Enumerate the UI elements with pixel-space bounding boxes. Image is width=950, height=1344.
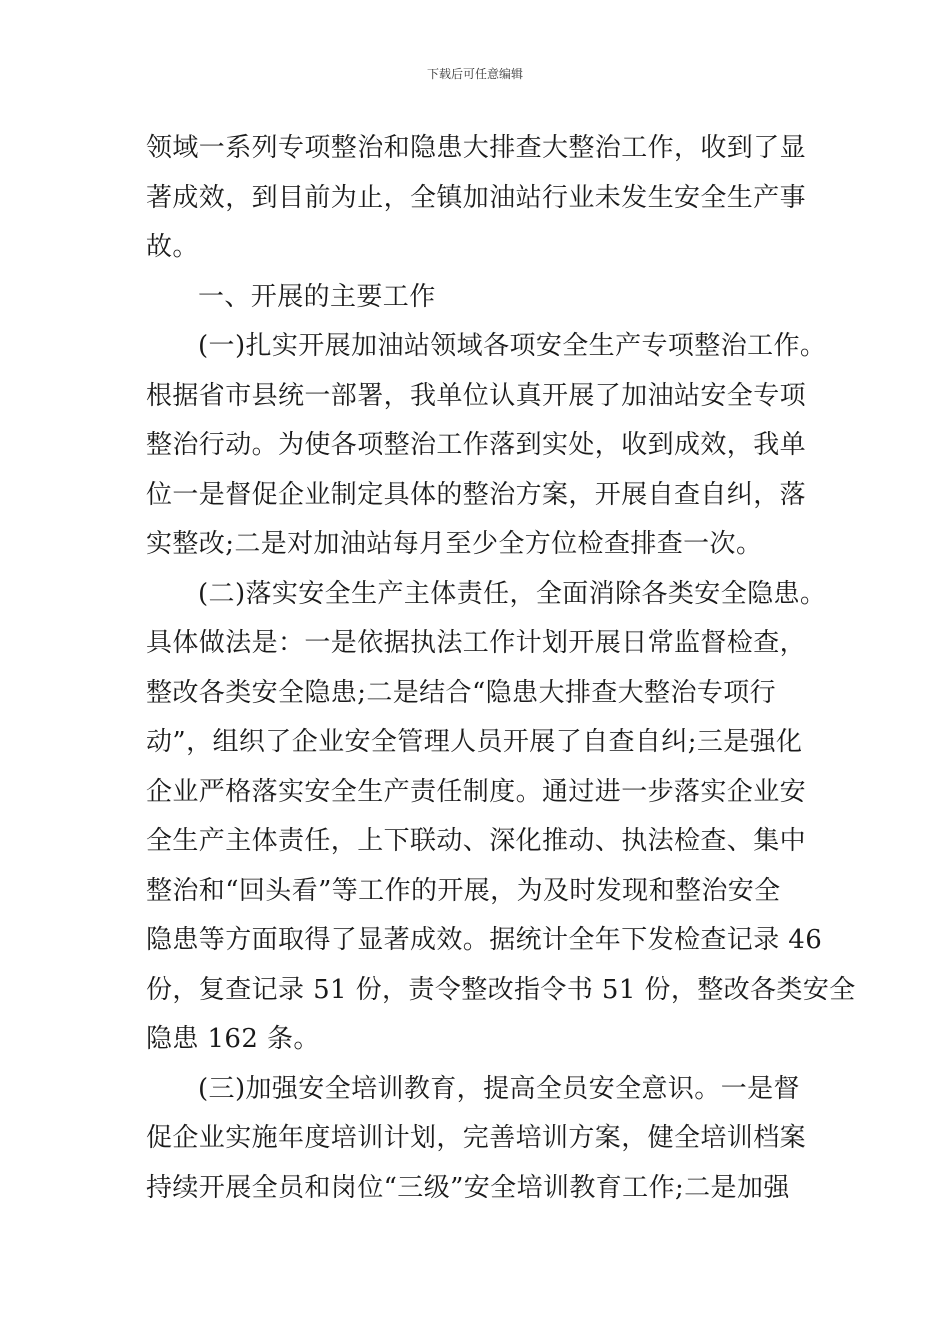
page-header: 下载后可任意编辑 <box>426 67 523 81</box>
text-line: 整改各类安全隐患;二是结合“隐患大排查大整治专项行 <box>146 677 777 708</box>
text-line: 全生产主体责任，上下联动、深化推动、执法检查、集中 <box>146 826 807 856</box>
text-line: 促企业实施年度培训计划，完善培训方案，健全培训档案 <box>146 1123 807 1153</box>
text-line: 整治行动。为使各项整治工作落到实处，收到成效，我单 <box>146 430 807 460</box>
text-line: (一)扎实开展加油站领域各项安全生产专项整治工作。 <box>198 331 827 361</box>
text-line: 实整改;二是对加油站每月至少全方位检查排查一次。 <box>146 529 763 559</box>
document-body <box>146 124 856 1213</box>
text-line: 领域一系列专项整治和隐患大排查大整治工作，收到了显 <box>146 133 807 163</box>
text-line: 故。 <box>146 232 199 262</box>
text-line: 一、开展的主要工作 <box>198 281 436 312</box>
text-line: 著成效，到目前为止，全镇加油站行业未发生安全生产事 <box>146 182 807 213</box>
text-line: 位一是督促企业制定具体的整治方案，开展自查自纠，落 <box>146 479 807 510</box>
text-line: (二)落实安全生产主体责任，全面消除各类安全隐患。 <box>198 578 827 609</box>
text-line: 持续开展全员和岗位“三级”安全培训教育工作;二是加强 <box>146 1172 790 1203</box>
text-line: 份，复查记录 51 份，责令整改指令书 51 份，整改各类安全 <box>146 974 856 1005</box>
text-line: 隐患 162 条。 <box>146 1024 320 1054</box>
text-line: 隐患等方面取得了显著成效。据统计全年下发检查记录 46 <box>146 925 823 955</box>
text-line: 动”，组织了企业安全管理人员开展了自查自纠;三是强化 <box>146 727 803 757</box>
text-line: (三)加强安全培训教育，提高全员安全意识。一是督 <box>198 1073 800 1104</box>
text-line: 具体做法是：一是依据执法工作计划开展日常监督检查， <box>146 628 807 658</box>
text-line: 根据省市县统一部署，我单位认真开展了加油站安全专项 <box>146 380 807 411</box>
text-line: 整治和“回头看”等工作的开展，为及时发现和整治安全 <box>146 875 781 906</box>
text-line: 企业严格落实安全生产责任制度。通过进一步落实企业安 <box>146 776 807 807</box>
